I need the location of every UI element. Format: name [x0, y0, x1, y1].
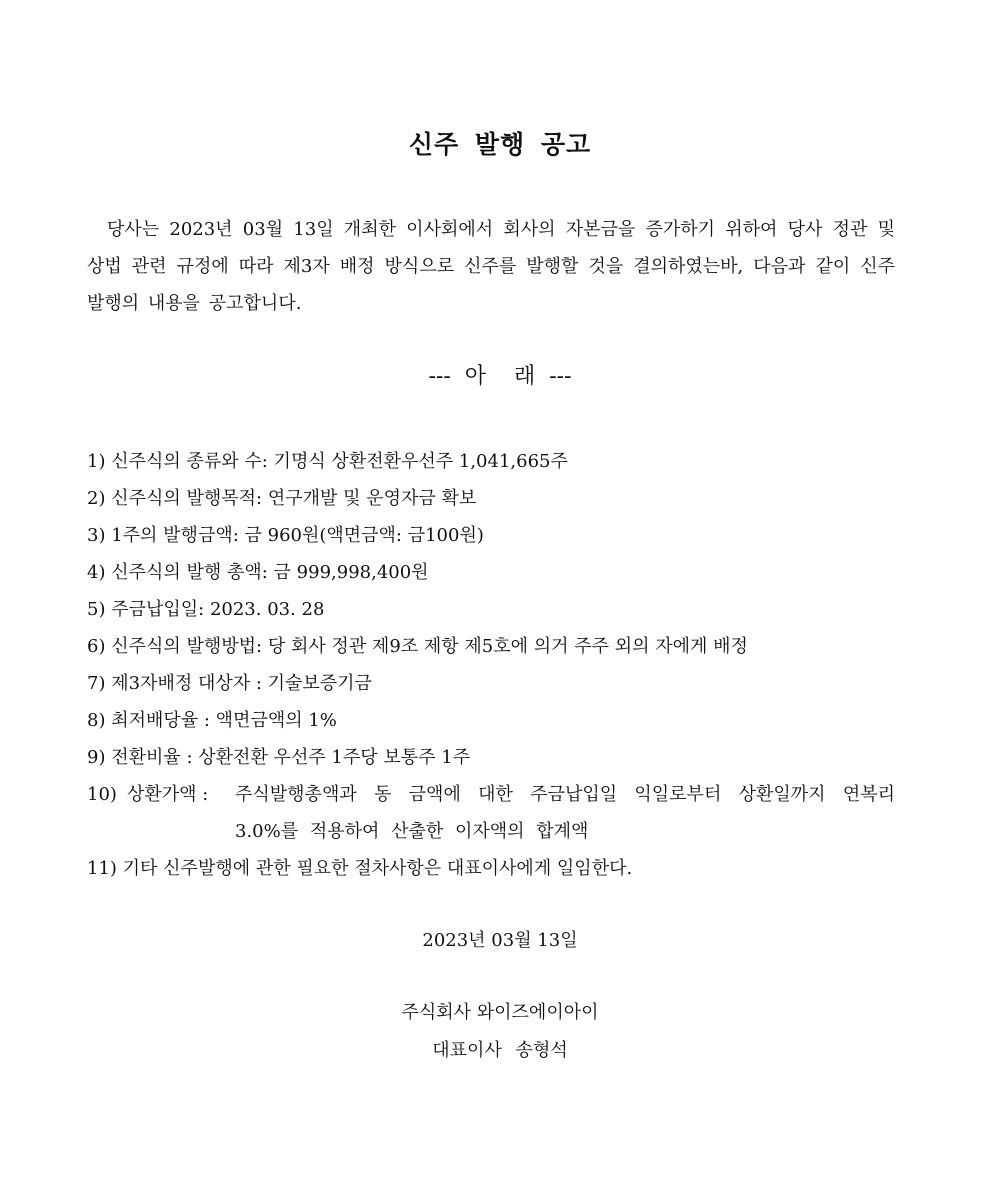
company-name: 주식회사 와이즈에이아이: [401, 1002, 599, 1023]
list-item-8: [87, 702, 895, 739]
list-item-10: [87, 776, 895, 850]
item-text: 신주식의 발행방법: 당 회사 정관 제9조 제항 제5호에 의거 주주 외의 자에게 배정: [111, 636, 748, 657]
list-item-5: [87, 591, 895, 628]
notice-date: 2023년 03월 13일: [422, 930, 578, 951]
item-number: 11): [87, 858, 117, 879]
item-number: 9): [87, 747, 106, 768]
list-item-2: [87, 480, 895, 517]
item-text: 주금납입일: 2023. 03. 28: [111, 599, 325, 620]
item-number: 8): [87, 710, 106, 731]
item-number: 10): [87, 784, 117, 805]
item-text: 기타 신주발행에 관한 필요한 절차사항은 대표이사에게 일임한다.: [122, 858, 633, 879]
notice-items-list: [87, 443, 895, 887]
intro-paragraph: 당사는 2023년 03월 13일 개최한 이사회에서 회사의 자본금을 증가하기 위하여 당사 정관 및 상법 관련 규정에 따라 제3자 배정 방식으로 신주를 발행할 것을 결의하였는바, 다음과 같이 신주 발행의 내용을 공고합니다.: [87, 219, 895, 314]
item-number: 7): [87, 673, 106, 694]
list-item-9: [87, 739, 895, 776]
item-number: 6): [87, 636, 106, 657]
list-item-6: [87, 628, 895, 665]
list-item-11: [87, 850, 895, 887]
list-item-1: [87, 443, 895, 480]
item-text: 최저배당율 : 액면금액의 1%: [111, 710, 337, 731]
item-text: 제3자배정 대상자 : 기술보증기금: [111, 673, 372, 694]
item-number: 2): [87, 488, 106, 509]
list-item-4: [87, 554, 895, 591]
list-item-7: [87, 665, 895, 702]
document-title: 신주 발행 공고: [408, 130, 592, 159]
item-text: 신주식의 종류와 수: 기명식 상환전환우선주 1,041,665주: [111, 451, 568, 472]
item-number: 5): [87, 599, 106, 620]
item-text: 전환비율 : 상환전환 우선주 1주당 보통주 1주: [111, 747, 471, 768]
item-text: 신주식의 발행목적: 연구개발 및 운영자금 확보: [111, 488, 477, 509]
item-number: 3): [87, 525, 106, 546]
section-heading: --- 아 래 ---: [428, 364, 572, 389]
item-heading: 상환가액 :: [127, 784, 209, 805]
ceo-signature: 대표이사 송형석: [432, 1040, 568, 1061]
item-number: 4): [87, 562, 106, 583]
item-text: 주식발행총액과 동 금액에 대한 주금납입일 익일로부터 상환일까지 연복리 3.0%를 적용하여 산출한 이자액의 합계액: [235, 784, 895, 842]
item-number: 1): [87, 451, 106, 472]
item-text: 1주의 발행금액: 금 960원(액면금액: 금100원): [111, 525, 484, 546]
item-text: 신주식의 발행 총액: 금 999,998,400원: [111, 562, 429, 583]
list-item-3: [87, 517, 895, 554]
